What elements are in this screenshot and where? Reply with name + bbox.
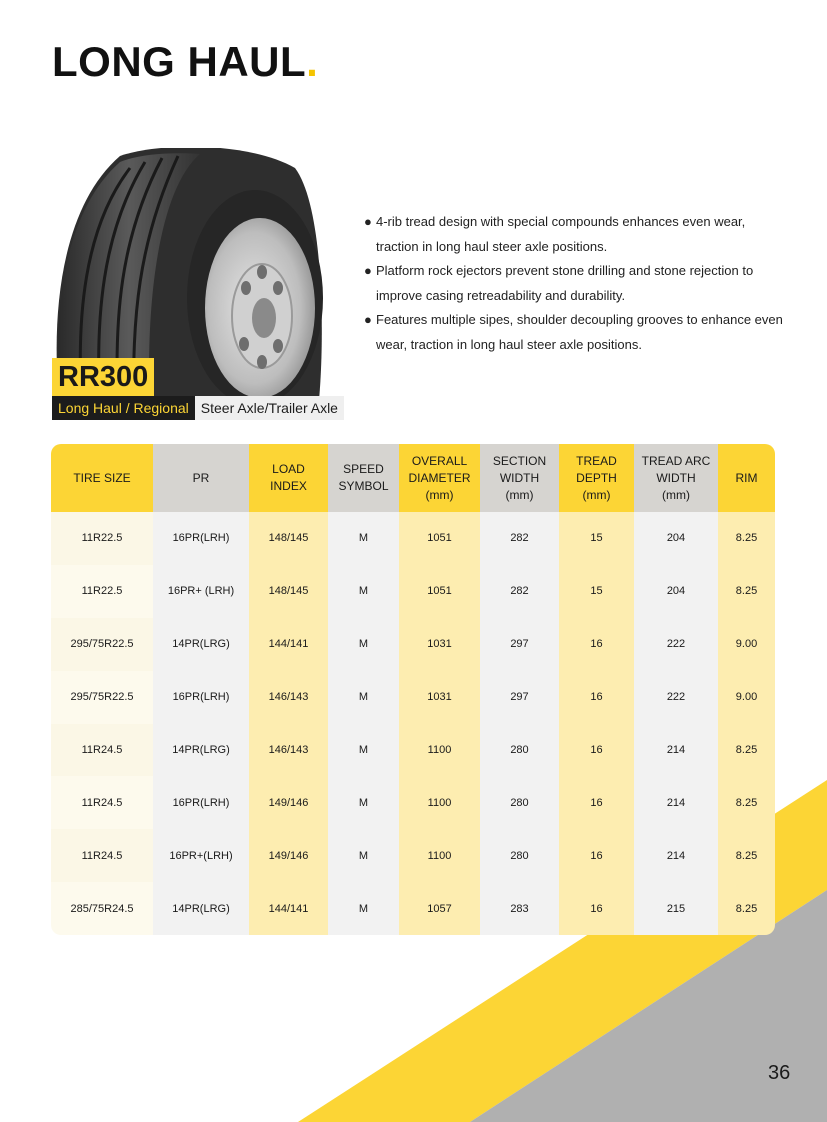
feature-text: Features multiple sipes, shoulder decoupling grooves to enhance even wear, traction in long haul steer axle positions. — [376, 312, 783, 352]
table-row — [51, 618, 775, 671]
cell-tread-arc-width: 214 — [634, 776, 718, 829]
cell-tread-arc-width: 214 — [634, 724, 718, 777]
cell-tire-size: 11R22.5 — [51, 512, 153, 565]
cell-section-width: 297 — [480, 671, 559, 724]
table-row — [51, 776, 775, 829]
bullet-icon: ● — [364, 263, 372, 278]
cell-overall-diameter: 1051 — [399, 512, 480, 565]
cell-rim: 9.00 — [718, 618, 775, 671]
table-row — [51, 671, 775, 724]
cell-load-index: 146/143 — [249, 671, 328, 724]
cell-speed-symbol: M — [328, 724, 399, 777]
cell-tire-size: 11R24.5 — [51, 776, 153, 829]
cell-tread-arc-width: 222 — [634, 618, 718, 671]
cell-load-index: 149/146 — [249, 829, 328, 882]
cell-load-index: 144/141 — [249, 882, 328, 935]
cell-section-width: 280 — [480, 829, 559, 882]
feature-text: Platform rock ejectors prevent stone drilling and stone rejection to improve casing retreadability and durability. — [376, 263, 754, 303]
cell-section-width: 283 — [480, 882, 559, 935]
cell-tire-size: 295/75R22.5 — [51, 618, 153, 671]
bullet-icon: ● — [364, 214, 372, 229]
cell-tread-depth: 15 — [559, 512, 634, 565]
cell-pr: 14PR(LRG) — [153, 882, 249, 935]
cell-rim: 8.25 — [718, 565, 775, 618]
cell-pr: 16PR(LRH) — [153, 512, 249, 565]
table-row — [51, 829, 775, 882]
cell-speed-symbol: M — [328, 618, 399, 671]
cell-tread-depth: 16 — [559, 618, 634, 671]
cell-tread-depth: 16 — [559, 776, 634, 829]
table-row — [51, 512, 775, 565]
cell-section-width: 282 — [480, 512, 559, 565]
feature-item — [364, 259, 784, 308]
cell-tread-arc-width: 214 — [634, 829, 718, 882]
cell-rim: 8.25 — [718, 776, 775, 829]
header-pr: PR — [153, 444, 249, 512]
cell-load-index: 149/146 — [249, 776, 328, 829]
cell-tread-arc-width: 215 — [634, 882, 718, 935]
header-tread-arc-width: TREAD ARC WIDTH (mm) — [634, 444, 718, 512]
cell-tire-size: 11R22.5 — [51, 565, 153, 618]
cell-tread-depth: 16 — [559, 671, 634, 724]
cell-section-width: 280 — [480, 776, 559, 829]
table-row — [51, 565, 775, 618]
cell-rim: 8.25 — [718, 882, 775, 935]
cell-rim: 8.25 — [718, 724, 775, 777]
cell-tread-depth: 15 — [559, 565, 634, 618]
header-tread-depth: TREAD DEPTH (mm) — [559, 444, 634, 512]
header-tire-size: TIRE SIZE — [51, 444, 153, 512]
header-section-width: SECTION WIDTH (mm) — [480, 444, 559, 512]
cell-rim: 9.00 — [718, 671, 775, 724]
header-speed-symbol: SPEED SYMBOL — [328, 444, 399, 512]
cell-tread-arc-width: 222 — [634, 671, 718, 724]
header-overall-diameter: OVERALL DIAMETER (mm) — [399, 444, 480, 512]
cell-tire-size: 11R24.5 — [51, 829, 153, 882]
cell-load-index: 144/141 — [249, 618, 328, 671]
cell-pr: 16PR+(LRH) — [153, 829, 249, 882]
tag-row — [52, 396, 344, 420]
page-number: 36 — [768, 1062, 791, 1084]
cell-speed-symbol: M — [328, 565, 399, 618]
table-body — [51, 512, 775, 935]
feature-item — [364, 210, 784, 259]
cell-overall-diameter: 1031 — [399, 618, 480, 671]
cell-overall-diameter: 1100 — [399, 829, 480, 882]
cell-speed-symbol: M — [328, 512, 399, 565]
cell-pr: 16PR+ (LRH) — [153, 565, 249, 618]
model-badge: RR300 — [52, 358, 154, 396]
cell-rim: 8.25 — [718, 829, 775, 882]
cell-speed-symbol: M — [328, 829, 399, 882]
category-tag: Long Haul / Regional — [52, 396, 195, 420]
feature-text: 4-rib tread design with special compounds enhances even wear, traction in long haul steer axle positions. — [376, 214, 746, 254]
cell-load-index: 146/143 — [249, 724, 328, 777]
cell-speed-symbol: M — [328, 671, 399, 724]
spec-table — [51, 444, 775, 935]
cell-rim: 8.25 — [718, 512, 775, 565]
cell-load-index: 148/145 — [249, 512, 328, 565]
header-load-index: LOAD INDEX — [249, 444, 328, 512]
feature-list — [364, 210, 784, 357]
cell-speed-symbol: M — [328, 882, 399, 935]
cell-overall-diameter: 1100 — [399, 724, 480, 777]
page-title: LONG HAUL. — [52, 38, 319, 85]
axle-position-tag: Steer Axle/Trailer Axle — [195, 396, 344, 420]
cell-overall-diameter: 1051 — [399, 565, 480, 618]
cell-overall-diameter: 1057 — [399, 882, 480, 935]
feature-item — [364, 308, 784, 357]
bullet-icon: ● — [364, 312, 372, 327]
cell-speed-symbol: M — [328, 776, 399, 829]
table-row — [51, 724, 775, 777]
cell-overall-diameter: 1031 — [399, 671, 480, 724]
cell-pr: 16PR(LRH) — [153, 776, 249, 829]
cell-pr: 14PR(LRG) — [153, 618, 249, 671]
cell-section-width: 280 — [480, 724, 559, 777]
cell-pr: 16PR(LRH) — [153, 671, 249, 724]
cell-section-width: 282 — [480, 565, 559, 618]
cell-tread-depth: 16 — [559, 882, 634, 935]
table-header-row — [51, 444, 775, 512]
header-rim: RIM — [718, 444, 775, 512]
cell-load-index: 148/145 — [249, 565, 328, 618]
cell-overall-diameter: 1100 — [399, 776, 480, 829]
table-row — [51, 882, 775, 935]
cell-tire-size: 295/75R22.5 — [51, 671, 153, 724]
title-accent-dot: . — [306, 38, 319, 85]
cell-section-width: 297 — [480, 618, 559, 671]
cell-tire-size: 11R24.5 — [51, 724, 153, 777]
cell-tread-depth: 16 — [559, 724, 634, 777]
cell-pr: 14PR(LRG) — [153, 724, 249, 777]
cell-tread-arc-width: 204 — [634, 565, 718, 618]
cell-tread-arc-width: 204 — [634, 512, 718, 565]
cell-tire-size: 285/75R24.5 — [51, 882, 153, 935]
cell-tread-depth: 16 — [559, 829, 634, 882]
